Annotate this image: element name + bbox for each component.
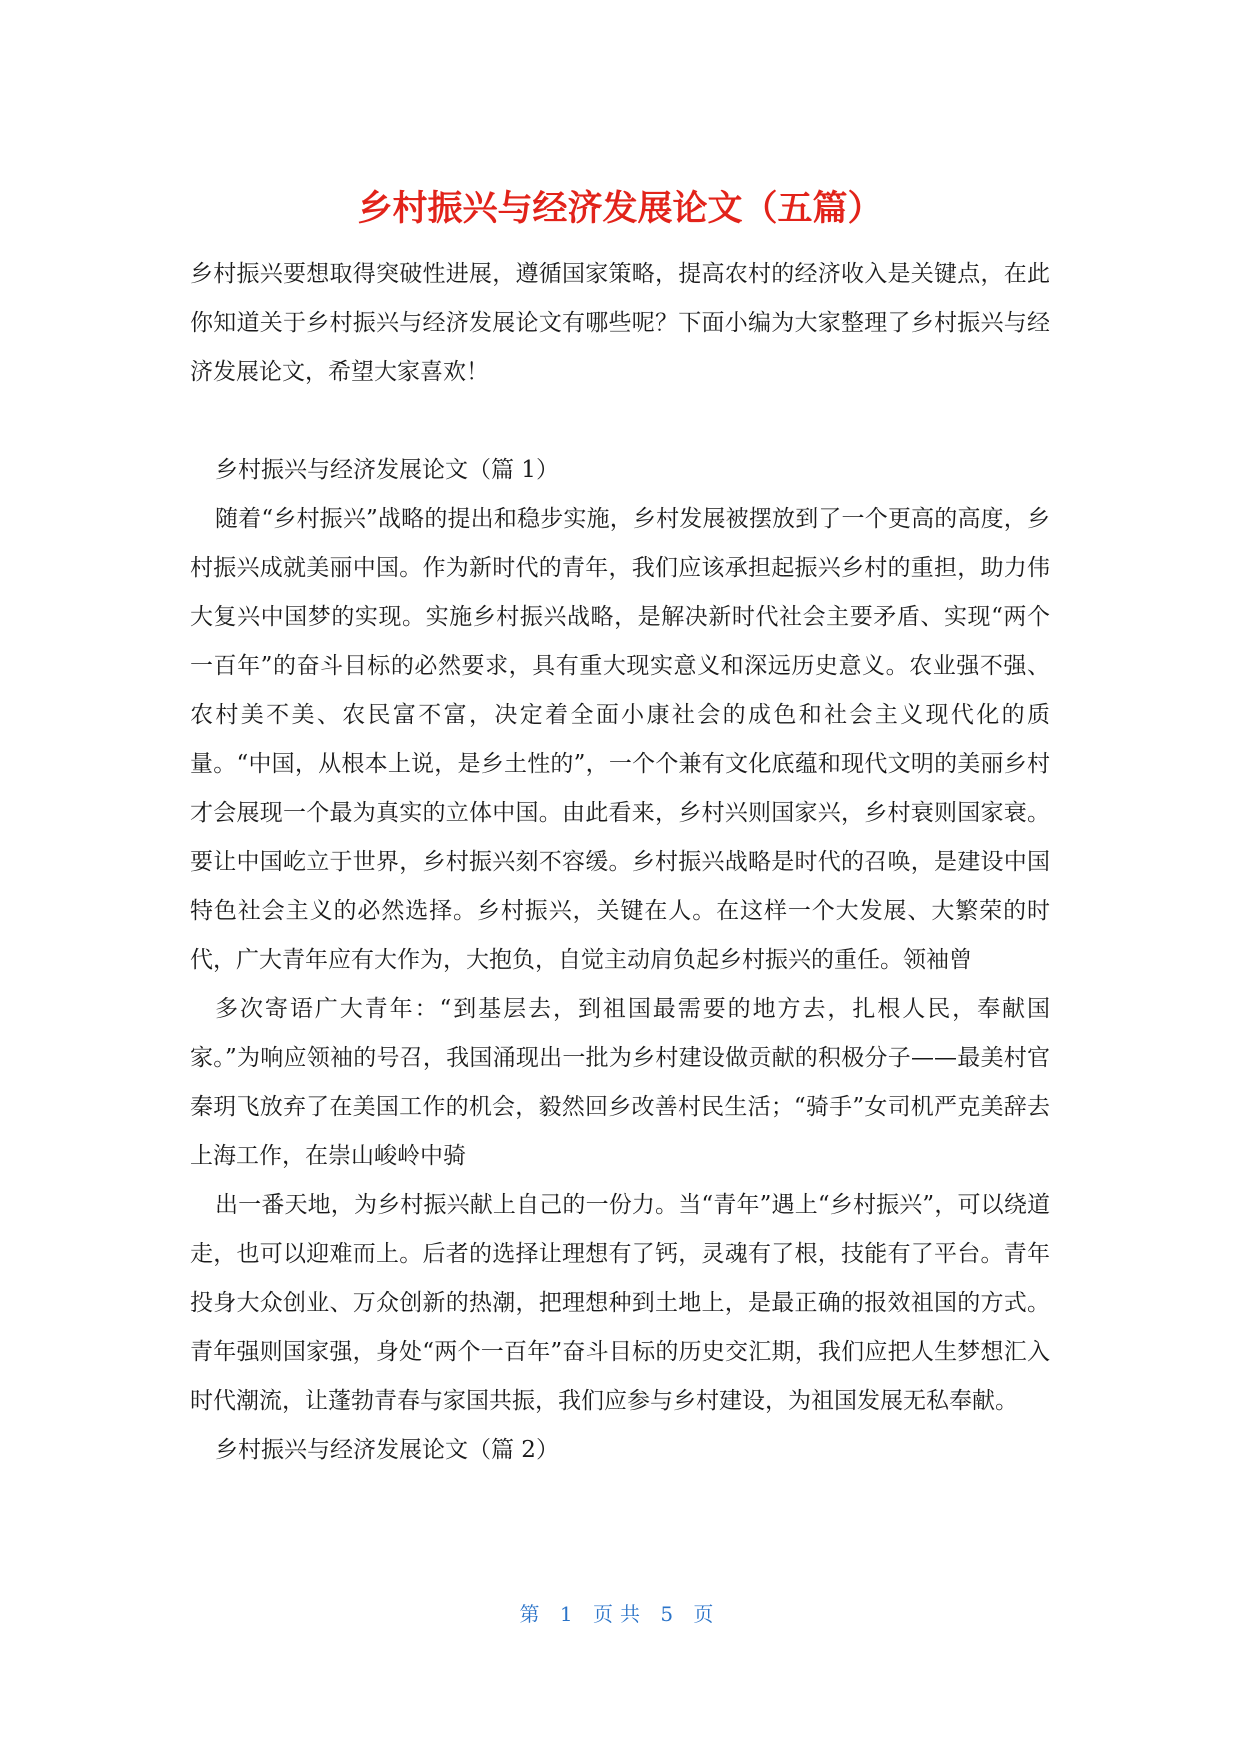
page-number-footer: 第 1 页共 5 页 [519, 1602, 721, 1626]
section-1-paragraph-2: 多次寄语广大青年：“到基层去，到祖国最需要的地方去，扎根人民，奉献国家。”为响应领袖的号召，我国涌现出一批为乡村建设做贡献的积极分子——最美村官秦玥飞放弃了在美国工作的机会，毅然回乡改善村民生活；“骑手”女司机严克美辞去上海工作，在崇山峻岭中骑 [190, 996, 1050, 1169]
intro-paragraph: 乡村振兴要想取得突破性进展，遵循国家策略，提高农村的经济收入是关键点，在此你知道关于乡村振兴与经济发展论文有哪些呢？下面小编为大家整理了乡村振兴与经济发展论文，希望大家喜欢！ [190, 261, 1050, 385]
section-heading-1: 乡村振兴与经济发展论文（篇 1） [215, 457, 559, 483]
spacer [190, 397, 1050, 446]
section-1-paragraph-3: 出一番天地，为乡村振兴献上自己的一份力。当“青年”遇上“乡村振兴”，可以绕道走，也可以迎难而上。后者的选择让理想有了钙，灵魂有了根，技能有了平台。青年投身大众创业、万众创新的热潮，把理想种到土地上，是最正确的报效祖国的方式。青年强则国家强，身处“两个一百年”奋斗目标的历史交汇期，我们应把人生梦想汇入时代潮流，让蓬勃青春与家国共振，我们应参与乡村建设，为祖国发展无私奉献。 [190, 1192, 1050, 1414]
document-body [190, 250, 1050, 1475]
section-heading-2: 乡村振兴与经济发展论文（篇 2） [215, 1437, 559, 1463]
document-title: 乡村振兴与经济发展论文（五篇） [357, 189, 883, 229]
section-1-paragraph-1: 随着“乡村振兴”战略的提出和稳步实施，乡村发展被摆放到了一个更高的高度，乡村振兴成就美丽中国。作为新时代的青年，我们应该承担起振兴乡村的重担，助力伟大复兴中国梦的实现。实施乡村振兴战略，是解决新时代社会主要矛盾、实现“两个一百年”的奋斗目标的必然要求，具有重大现实意义和深远历史意义。农业强不强、农村美不美、农民富不富，决定着全面小康社会的成色和社会主义现代化的质量。“中国，从根本上说，是乡土性的”，一个个兼有文化底蕴和现代文明的美丽乡村才会展现一个最为真实的立体中国。由此看来，乡村兴则国家兴，乡村衰则国家衰。要让中国屹立于世界，乡村振兴刻不容缓。乡村振兴战略是时代的召唤，是建设中国特色社会主义的必然选择。乡村振兴，关键在人。在这样一个大发展、大繁荣的时代，广大青年应有大作为，大抱负，自觉主动肩负起乡村振兴的重任。领袖曾 [190, 506, 1050, 973]
